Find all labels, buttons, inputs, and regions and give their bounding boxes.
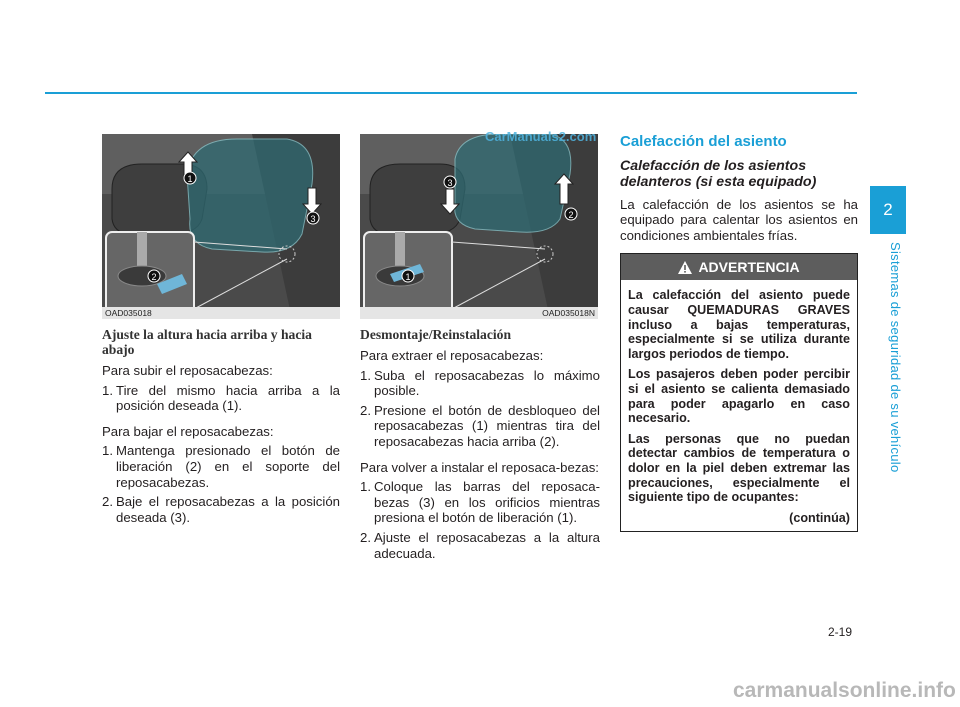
headrest-removal-figure [360, 134, 598, 319]
figure-caption [360, 307, 598, 319]
list-item: 2. Ajuste el reposacabezas a la altura adecuada. [360, 529, 600, 561]
warning-header [621, 254, 857, 280]
chapter-title: Sistemas de seguridad de su vehículo [888, 242, 903, 473]
section-title: Calefacción del asiento [620, 133, 787, 150]
lower-steps-list [102, 443, 340, 525]
figure1-label-3: 3 [310, 214, 316, 224]
column-seat-heating [620, 134, 858, 532]
warning-triangle-icon [678, 261, 692, 274]
paragraph: Para extraer el reposacabezas: [360, 348, 544, 363]
column-headrest-adjust [102, 134, 340, 535]
figure1-label-1: 1 [187, 174, 193, 184]
headrest-removal-illustration [360, 134, 598, 319]
section-heading: Desmontaje/Reinstalación [360, 327, 512, 342]
list-item: 1. Coloque las barras del reposaca-bezas (3) en los orificios mientras presiona el botón de liberación (1). [360, 479, 600, 526]
list-item: 1. Suba el reposacabezas lo máximo posible. [360, 367, 600, 399]
install-steps-list [360, 479, 600, 561]
section-subtitle: Calefacción de los asientos delanteros (si esta equipado) [620, 157, 817, 190]
list-item: 2. Presione el botón de desbloqueo del reposacabezas (1) mientras tira del reposacabezas hacia arriba (2). [360, 402, 600, 449]
column-headrest-removal [360, 134, 600, 571]
paragraph: Para bajar el reposacabezas: [102, 423, 274, 439]
figure2-label-2: 2 [568, 210, 574, 220]
paragraph: Para subir el reposacabezas: [102, 363, 273, 378]
warning-box [620, 253, 858, 532]
list-item: 1. Tire del mismo hacia arriba a la posición deseada (1). [102, 382, 340, 414]
figure2-label-1: 1 [405, 272, 411, 282]
warning-paragraph: Los pasajeros deben poder percibir si el asiento se calienta demasiado para poder apagarlo en caso necesario. [628, 367, 850, 426]
watermark-bottom: carmanualsonline.info [733, 679, 956, 702]
figure-code: OAD035018 [105, 308, 152, 318]
headrest-adjust-figure [102, 134, 340, 319]
figure-caption [102, 307, 340, 319]
page-number: 2-19 [828, 625, 853, 639]
figure1-label-2: 2 [151, 272, 157, 282]
figure-code: OAD035018N [542, 308, 595, 318]
continue-note: (continúa) [789, 510, 850, 525]
watermark-top: CarManuals2.com [485, 129, 597, 144]
paragraph: La calefacción de los asientos se ha equipado para calentar los asientos en condiciones ambientales frías. [620, 196, 858, 243]
headrest-illustration [102, 134, 340, 319]
chapter-tab: 2 [870, 186, 906, 234]
section-heading: Ajuste la altura hacia arriba y hacia abajo [102, 327, 312, 357]
list-item: 2. Baje el reposacabezas a la posición deseada (3). [102, 494, 340, 525]
warning-label: ADVERTENCIA [698, 259, 800, 276]
figure2-label-3: 3 [447, 178, 453, 188]
raise-steps-list [102, 383, 340, 414]
top-rule [45, 92, 857, 94]
warning-paragraph: La calefacción del asiento puede causar QUEMADURAS GRAVES incluso a bajas temperaturas, especialmente si se utiliza durante largos periodos de tiempo. [628, 288, 850, 361]
list-item: 1. Mantenga presionado el botón de liberación (2) en el soporte del reposacabezas. [102, 443, 340, 490]
paragraph: Para volver a instalar el reposaca-bezas: [360, 459, 599, 475]
warning-body [621, 280, 857, 531]
remove-steps-list [360, 368, 600, 450]
warning-paragraph: Las personas que no puedan detectar cambios de temperatura o dolor en la piel deben extremar las precauciones, especialmente el siguiente tipo de ocupantes: [628, 431, 850, 505]
